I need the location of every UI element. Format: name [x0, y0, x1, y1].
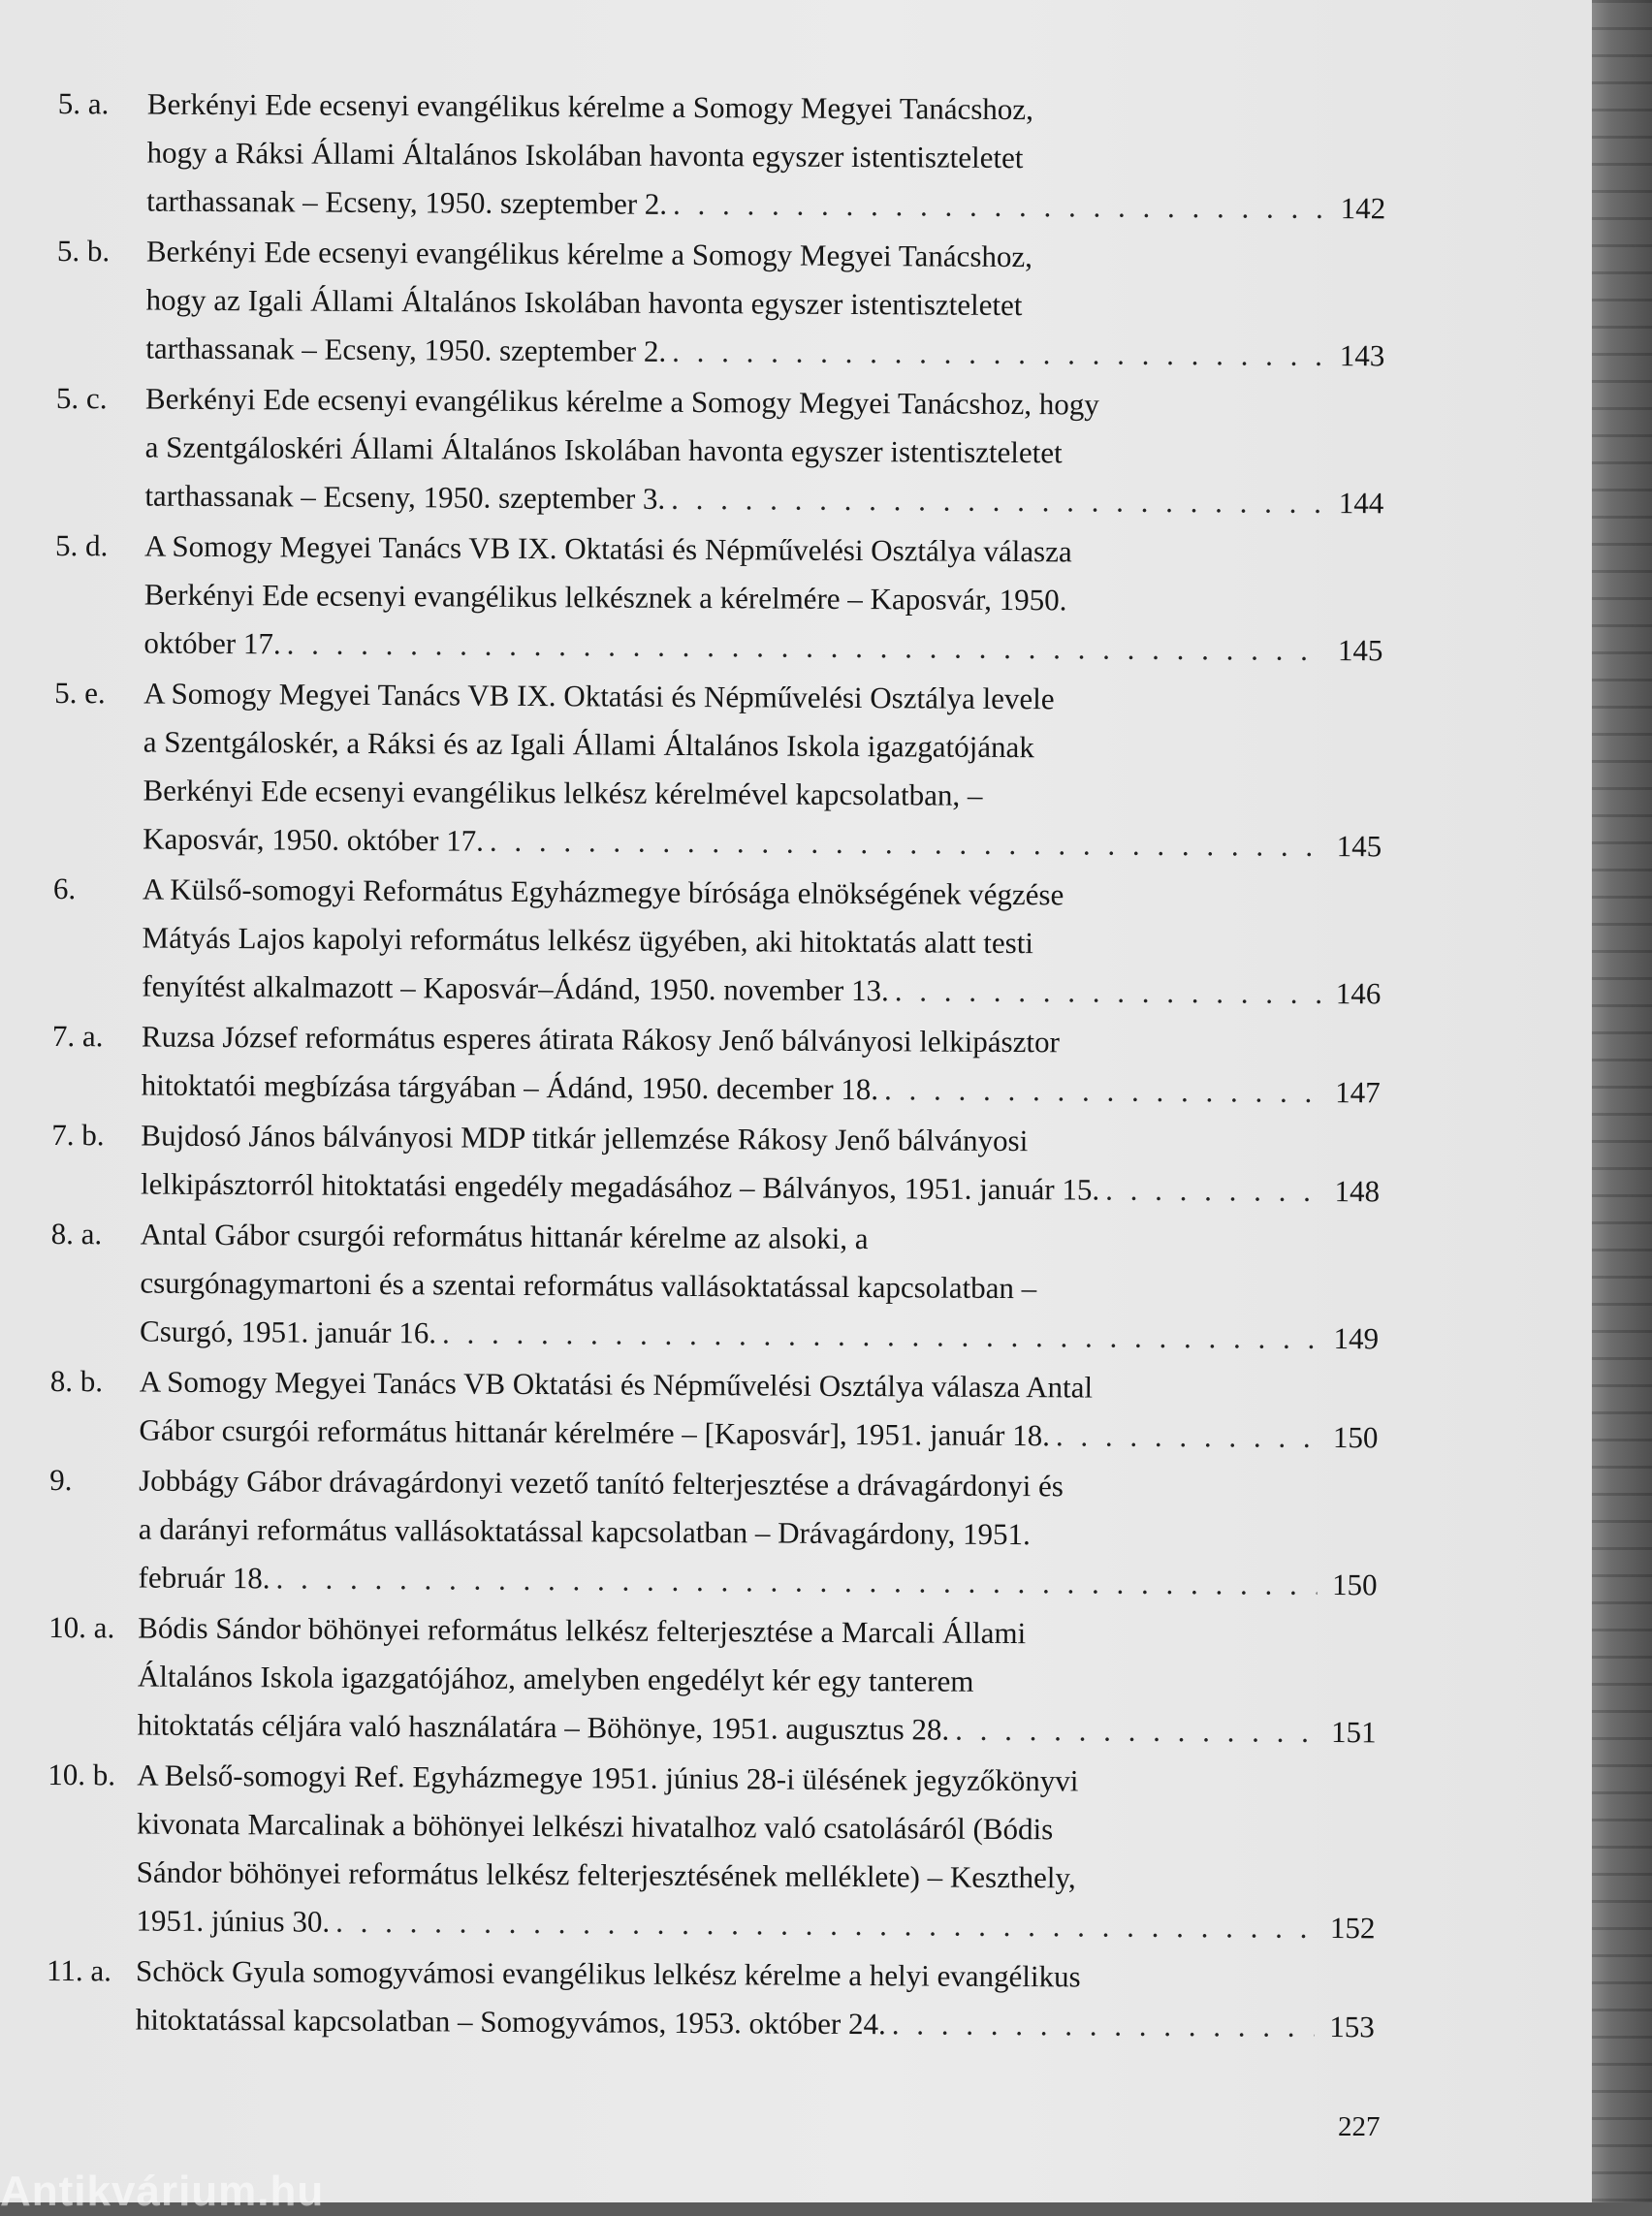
toc-entry-text: Berkényi Ede ecsenyi evangélikus kérelme a Somogy Megyei Tanácshoz, hogy [144, 381, 1099, 422]
toc-entry-line [146, 228, 1385, 284]
toc-entry-text: A Somogy Megyei Tanács VB IX. Oktatási és Népművelési Osztálya válasza [143, 528, 1072, 569]
toc-entry-text: Schöck Gyula somogyvámosi evangélikus lelkész kérelme a helyi evangélikus [135, 1953, 1081, 1994]
toc-entry-line [142, 1013, 1381, 1069]
toc-entry-line [139, 1457, 1378, 1513]
toc-entry-number: 5. a. [57, 85, 110, 121]
toc-entry-text: A Külső-somogyi Református Egyházmegye bírósága elnökségének végzése [142, 871, 1064, 912]
toc-entry [55, 374, 1384, 527]
toc-entry-text: Sándor böhönyei református lelkész felterjesztésének melléklete) – Keszthely, [136, 1854, 1076, 1895]
toc-entry-line [143, 619, 1382, 676]
toc-entry-text: hitoktatói megbízása tárgyában – Ádánd, 1950. december 18. [141, 1067, 879, 1107]
dot-leader [895, 966, 1321, 1018]
toc-entry-number: 7. a. [51, 1018, 104, 1054]
dot-leader [955, 1706, 1317, 1757]
toc-entry-text: hogy a Ráksi Állami Általános Iskolában havonta egyszer istentiszteletet [146, 135, 1024, 175]
toc-entry-page: 151 [1331, 1715, 1377, 1750]
toc-entry-line [137, 1752, 1376, 1808]
toc-entry-text: Bódis Sándor böhönyei református lelkész felterjesztése a Marcali Állami [138, 1610, 1027, 1651]
toc-entry-line [145, 276, 1384, 332]
dot-leader [1056, 1411, 1318, 1462]
toc-entry-line [141, 1211, 1380, 1267]
toc-entry-text: Jobbágy Gábor drávagárdonyi vezető tanító felterjesztése a drávagárdonyi és [139, 1463, 1064, 1504]
toc-entry-number: 8. b. [49, 1363, 104, 1399]
toc-entry-text: Gábor csurgói református hittanár kérelmére – [Kaposvár], 1951. január 18. [139, 1412, 1051, 1453]
toc-entry-line [141, 1112, 1380, 1168]
toc-entry-line [142, 1061, 1381, 1118]
toc-entry-text: Berkényi Ede ecsenyi evangélikus lelkésznek a kérelmére – Kaposvár, 1950. [143, 577, 1067, 617]
toc-entry-line [140, 1358, 1379, 1414]
toc-entry [50, 1210, 1380, 1363]
toc-entry-text: hitoktatással kapcsolatban – Somogyvámos, 1953. október 24. [135, 2002, 886, 2042]
toc-entry-line [140, 1308, 1379, 1364]
toc-entry-text: hogy az Igali Állami Általános Iskolában havonta egyszer istentiszteletet [145, 282, 1023, 323]
toc-entry-number: 9. [49, 1462, 73, 1498]
dot-leader [442, 1309, 1318, 1363]
toc-entry-page: 143 [1339, 338, 1385, 373]
toc-entry-line [136, 1947, 1375, 2004]
watermark: Antikvárium.hu [0, 2168, 325, 2215]
dot-leader [673, 180, 1325, 233]
toc-entry-text: Csurgó, 1951. január 16. [140, 1314, 437, 1350]
toc-entry [49, 1357, 1379, 1462]
toc-entry-line [142, 914, 1381, 970]
toc-entry-page: 152 [1329, 1911, 1376, 1946]
toc-entry-line [145, 325, 1384, 381]
toc-entry-page: 145 [1337, 633, 1383, 668]
toc-entry [56, 227, 1385, 380]
toc-entry-text: kivonata Marcalinak a böhönyei lelkészi hivatalhoz való csatolásáról (Bódis [136, 1806, 1054, 1847]
toc-entry [48, 1603, 1377, 1757]
page-number: 227 [1338, 2111, 1381, 2142]
toc-entry-line [138, 1604, 1377, 1661]
toc-entry [52, 865, 1382, 1018]
toc-entry [47, 1947, 1376, 2051]
toc-entry-line [144, 571, 1383, 627]
toc-entry-line [143, 866, 1382, 922]
toc-entry-number: 5. e. [54, 675, 106, 711]
toc-entry-page: 145 [1336, 829, 1382, 864]
dot-leader [672, 328, 1324, 380]
toc-entry-page: 150 [1331, 1567, 1378, 1602]
toc-entry-number: 5. c. [55, 380, 108, 416]
toc-entry-number: 11. a. [46, 1952, 112, 1988]
toc-entry-number: 7. b. [51, 1117, 105, 1153]
toc-entry-page: 150 [1332, 1420, 1379, 1455]
toc-entry-line [146, 129, 1385, 185]
toc-entry-line [137, 1849, 1376, 1905]
toc-entry-text: A Belső-somogyi Ref. Egyházmegye 1951. június 28-i ülésének jegyzőkönyvi [137, 1757, 1079, 1798]
toc-entry-line [138, 1554, 1377, 1610]
toc-entry-text: lelkipásztorról hitoktatási engedély megadásához – Bálványos, 1951. január 15. [140, 1166, 1100, 1207]
toc-entry-line [143, 670, 1382, 726]
dot-leader [671, 475, 1323, 527]
toc-entry-number: 5. d. [54, 527, 109, 563]
toc-entry-line [143, 815, 1382, 871]
toc-entry-text: tarthassanak – Ecseny, 1950. szeptember 3. [144, 478, 666, 516]
toc-entry-page: 148 [1334, 1174, 1381, 1209]
dot-leader [884, 1065, 1320, 1117]
toc-entry-line [144, 472, 1383, 528]
toc-entry-text: a Szentgáloskéri Állami Általános Iskolában havonta egyszer istentiszteletet [144, 429, 1063, 470]
toc-entry-line [139, 1407, 1378, 1463]
toc-entry-text: Berkényi Ede ecsenyi evangélikus kérelme a Somogy Megyei Tanácshoz, [146, 86, 1033, 127]
toc-entry-page: 144 [1338, 486, 1384, 521]
toc-entry-text: 1951. június 30. [136, 1903, 331, 1939]
toc-entry-text: A Somogy Megyei Tanács VB Oktatási és Népművelési Osztálya válasza Antal [139, 1364, 1094, 1405]
toc-entry-text: fenyítést alkalmazott – Kaposvár–Ádánd, 1950. november 13. [142, 968, 889, 1008]
toc-entry-text: Ruzsa József református esperes átirata Rákosy Jenő bálványosi lelkipásztor [141, 1019, 1060, 1060]
toc-entry-line [137, 1701, 1376, 1757]
toc-entry-line [144, 522, 1383, 579]
toc-entry-text: Berkényi Ede ecsenyi evangélikus lelkész kérelmével kapcsolatban, – [143, 773, 983, 812]
dot-leader [286, 619, 1322, 675]
toc-entry-number: 8. a. [50, 1216, 103, 1251]
toc-entry-line [138, 1653, 1377, 1709]
toc-entry [54, 522, 1383, 675]
toc-entry-text: október 17. [143, 625, 281, 661]
toc-entry-text: Berkényi Ede ecsenyi evangélikus kérelme a Somogy Megyei Tanácshoz, [145, 234, 1033, 274]
toc-entry-text: tarthassanak – Ecseny, 1950. szeptember 2. [145, 331, 667, 368]
toc-entry-text: a Szentgáloskér, a Ráksi és az Igali Állami Általános Iskola igazgatójának [143, 724, 1034, 765]
toc-entry-line [147, 80, 1386, 137]
toc-entry-line [146, 177, 1385, 234]
toc-entry [52, 1012, 1382, 1117]
toc-entry-text: Bujdosó János bálványosi MDP titkár jellemzése Rákosy Jenő bálványosi [141, 1118, 1029, 1158]
toc-entry-text: csurgónagymartoni és a szentai református vallásoktatással kapcsolatban – [140, 1265, 1037, 1306]
toc-entry-number: 10. a. [48, 1609, 115, 1645]
toc-entry-text: Antal Gábor csurgói református hittanár kérelme az alsoki, a [140, 1217, 869, 1256]
toc-entry [48, 1456, 1378, 1609]
toc-entry [57, 79, 1386, 233]
dot-leader [892, 2000, 1315, 2051]
toc-entry-line [141, 1160, 1380, 1217]
dot-leader [1105, 1166, 1319, 1216]
toc-entry-line [136, 1996, 1375, 2052]
dot-leader [490, 817, 1322, 871]
dot-leader [335, 1898, 1315, 1952]
toc-entry-number: 10. b. [48, 1757, 116, 1792]
toc-entry-line [145, 424, 1384, 480]
dot-leader [275, 1554, 1317, 1609]
toc-entry-page: 146 [1335, 976, 1382, 1011]
toc-entry-number: 6. [52, 871, 77, 906]
table-of-contents [47, 79, 1386, 2051]
toc-entry-page: 149 [1333, 1321, 1380, 1356]
toc-entry-page: 147 [1335, 1075, 1381, 1110]
toc-entry-line [142, 963, 1381, 1019]
toc-entry-text: február 18. [138, 1560, 270, 1596]
toc-entry-text: Kaposvár, 1950. október 17. [143, 821, 485, 858]
toc-entry [51, 1111, 1381, 1216]
toc-entry-line [143, 718, 1382, 775]
toc-entry-text: tarthassanak – Ecseny, 1950. szeptember 2. [146, 183, 668, 221]
toc-entry-line [145, 375, 1384, 431]
page-edge-shadow [1592, 0, 1652, 2202]
toc-entry-text: hitoktatás céljára való használatára – Böhönye, 1951. augusztus 28. [137, 1707, 950, 1747]
toc-entry-text: a darányi református vallásoktatással kapcsolatban – Drávagárdony, 1951. [138, 1511, 1031, 1552]
toc-entry-number: 5. b. [56, 233, 111, 269]
toc-entry-line [143, 767, 1382, 823]
toc-entry-text: Mátyás Lajos kapolyi református lelkész ügyében, aki hitoktatás alatt testi [142, 920, 1034, 961]
toc-entry-text: Általános Iskola igazgatójához, amelyben engedélyt kér egy tanterem [137, 1659, 974, 1698]
toc-entry-page: 153 [1329, 2010, 1375, 2044]
toc-entry-text: A Somogy Megyei Tanács VB IX. Oktatási és Népművelési Osztálya levele [143, 676, 1055, 716]
toc-entry-page: 142 [1340, 191, 1386, 226]
toc-entry-line [137, 1800, 1376, 1856]
toc-entry-line [139, 1505, 1378, 1562]
toc-entry-line [140, 1259, 1379, 1315]
toc-entry [53, 669, 1382, 871]
toc-entry [47, 1751, 1376, 1952]
toc-entry-line [136, 1897, 1375, 1953]
